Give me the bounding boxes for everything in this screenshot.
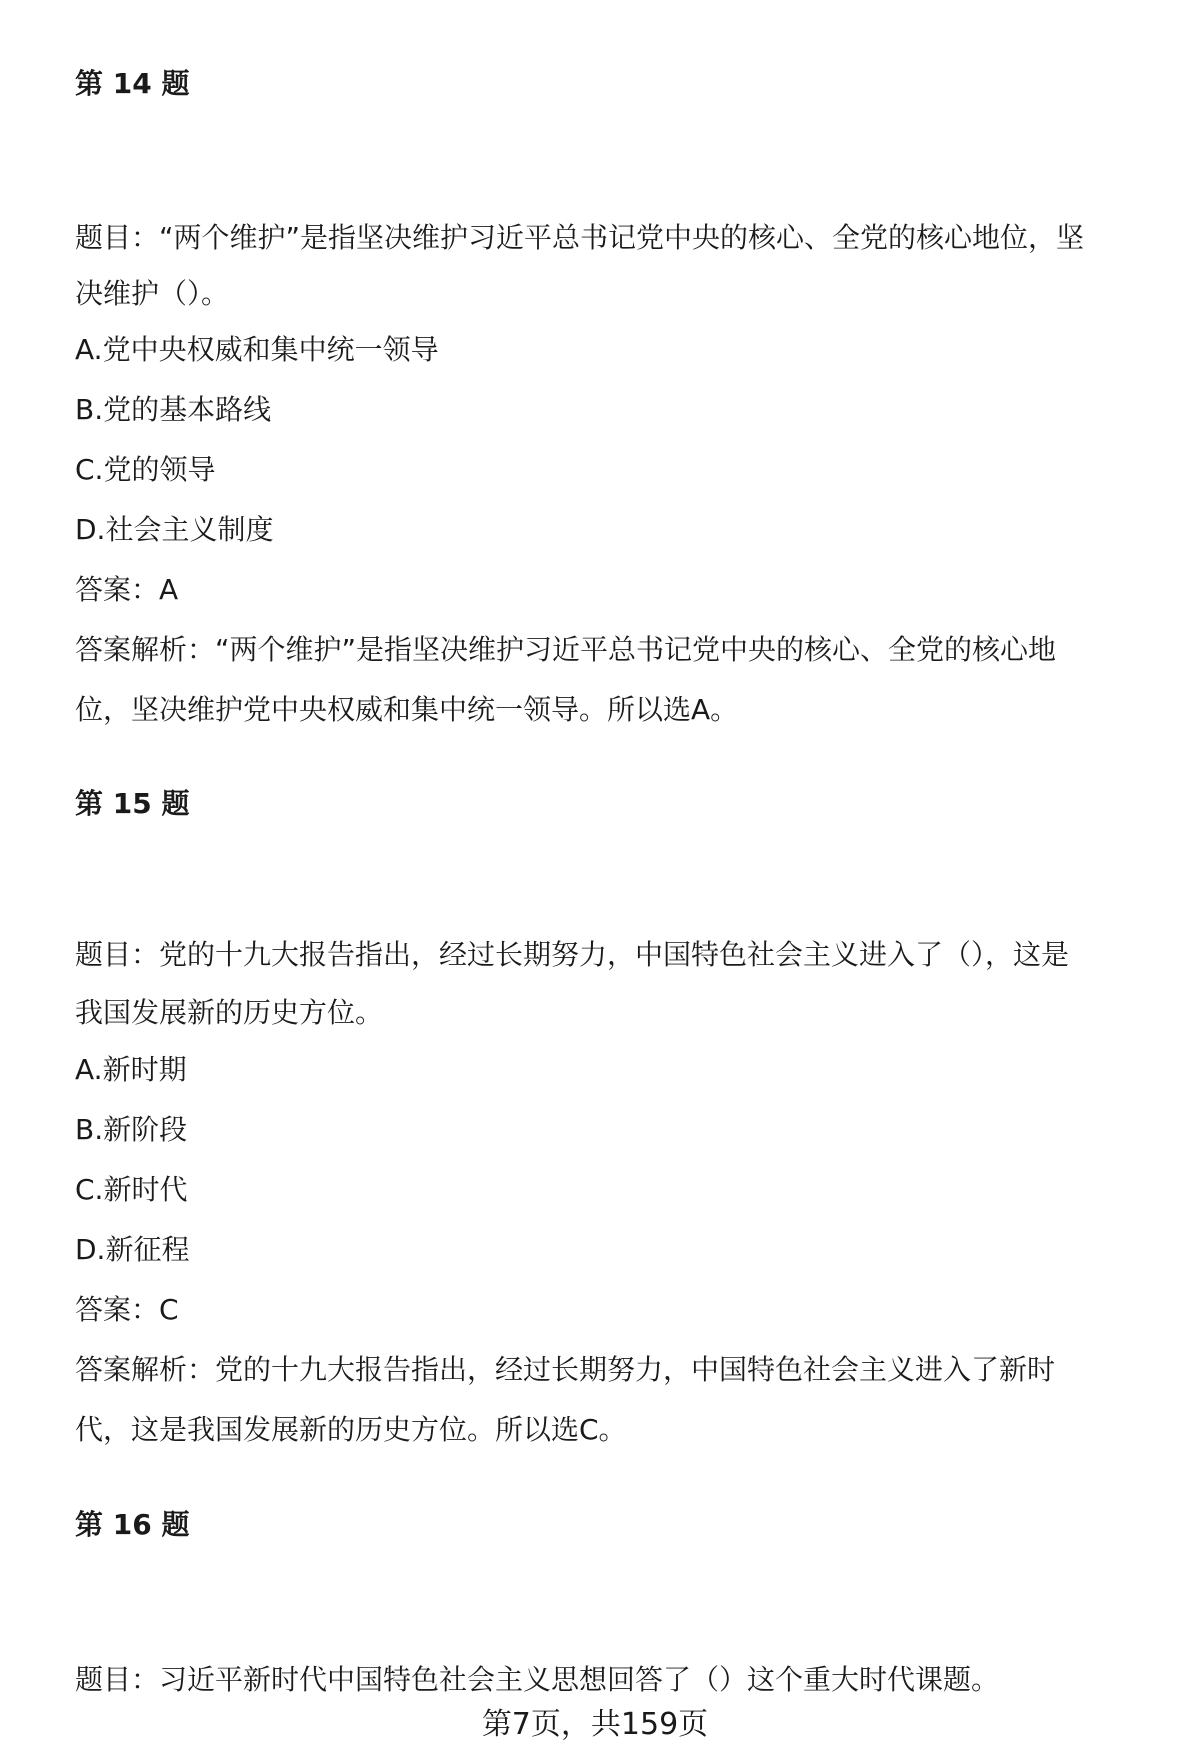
option-a: A.新时期 — [75, 1053, 187, 1086]
option-d: D.社会主义制度 — [75, 513, 274, 546]
analysis-line: 答案解析：“两个维护”是指坚决维护习近平总书记党中央的核心、全党的核心地 — [75, 633, 1057, 666]
question-stem-line: 题目：“两个维护”是指坚决维护习近平总书记党中央的核心、全党的核心地位，坚 — [75, 221, 1085, 254]
question-stem-line: 我国发展新的历史方位。 — [75, 996, 384, 1029]
question-stem-line: 决维护（）。 — [75, 277, 230, 310]
question-heading: 第 15 题 — [75, 787, 190, 820]
option-b: B.党的基本路线 — [75, 393, 272, 426]
option-c: C.党的领导 — [75, 453, 216, 486]
option-c: C.新时代 — [75, 1173, 188, 1206]
question-stem-line: 题目：党的十九大报告指出，经过长期努力，中国特色社会主义进入了（），这是 — [75, 938, 1070, 971]
answer: 答案：C — [75, 1293, 179, 1326]
answer: 答案：A — [75, 573, 179, 606]
question-heading: 第 16 题 — [75, 1508, 190, 1541]
question-heading: 第 14 题 — [75, 67, 190, 100]
analysis-line: 答案解析：党的十九大报告指出，经过长期努力，中国特色社会主义进入了新时 — [75, 1353, 1056, 1386]
page-number-footer: 第7页，共159页 — [481, 1707, 709, 1742]
question-stem-line: 题目：习近平新时代中国特色社会主义思想回答了（）这个重大时代课题。 — [75, 1663, 1000, 1696]
option-a: A.党中央权威和集中统一领导 — [75, 333, 439, 366]
analysis-line: 位，坚决维护党中央权威和集中统一领导。所以选A。 — [75, 693, 739, 726]
option-b: B.新阶段 — [75, 1113, 188, 1146]
analysis-line: 代，这是我国发展新的历史方位。所以选C。 — [75, 1413, 627, 1446]
option-d: D.新征程 — [75, 1233, 190, 1266]
